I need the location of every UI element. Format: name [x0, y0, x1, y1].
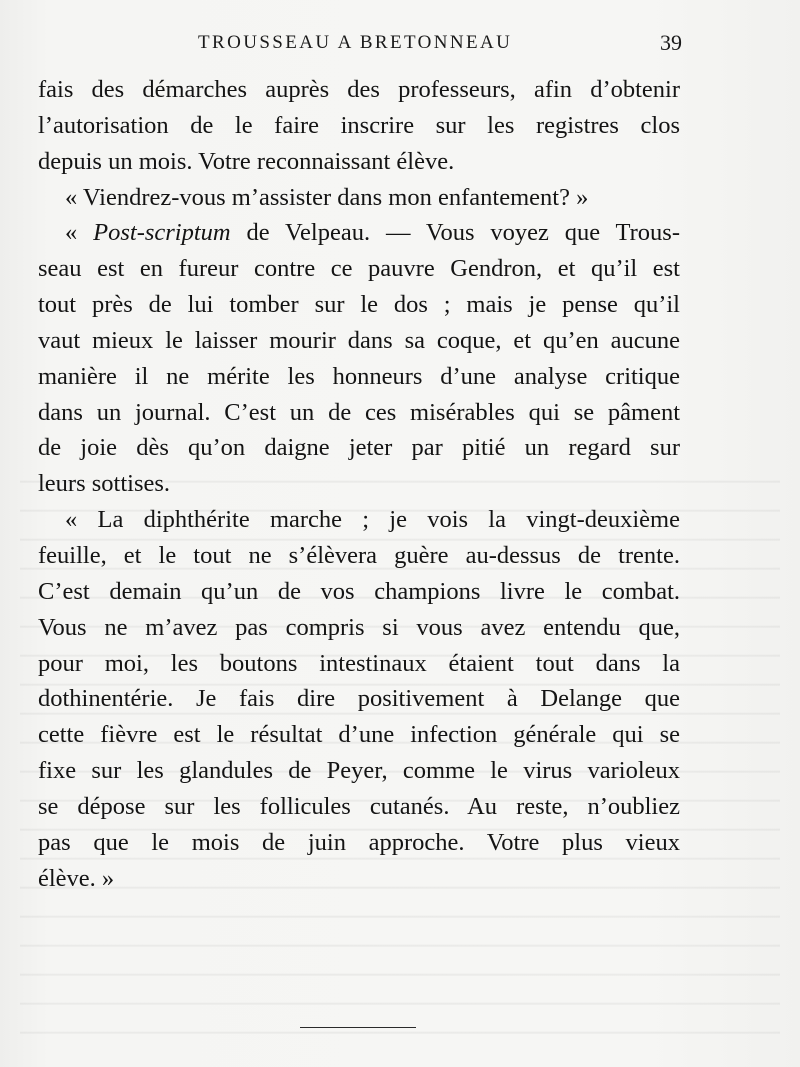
text-line: seau est en fureur contre ce pauvre Gendron, et qu’il est [38, 255, 680, 283]
text-line: de joie dès qu’on daigne jeter par pitié un regard sur [38, 434, 680, 462]
open-quote: « [65, 219, 94, 247]
text-line: se dépose sur les follicules cutanés. Au reste, n’oubliez [38, 792, 680, 820]
running-title: TROUSSEAU A BRETONNEAU [198, 32, 513, 53]
postscript-line [38, 215, 680, 251]
text-line: « La diphthérite marche ; je vois la vingt-deuxième [65, 506, 680, 534]
page-number: 39 [660, 30, 682, 55]
text-line: fais des démarches auprès des professeurs, afin d’obtenir [38, 76, 680, 103]
text-line: leurs sottises. [38, 470, 171, 498]
text-line: fixe sur les glandules de Peyer, comme le virus varioleux [38, 757, 680, 785]
section-divider [300, 1027, 416, 1028]
text-line: cette fièvre est le résultat d’une infection générale qui se [38, 721, 680, 749]
postscript-label: Post-scriptum [93, 219, 231, 247]
main-text [38, 72, 680, 896]
text-line: depuis un mois. Votre reconnaissant élève. [38, 147, 455, 175]
text-line: dothinentérie. Je fais dire positivement à Delange que [38, 685, 680, 713]
text-line: « Viendrez-vous m’assister dans mon enfantement? » [65, 183, 589, 211]
text-line: manière il ne mérite les honneurs d’une analyse critique [38, 362, 680, 390]
text-line: feuille, et le tout ne s’élèvera guère au-dessus de trente. [38, 541, 680, 569]
text-line: dans un journal. C’est un de ces misérables qui se pâment [38, 398, 680, 426]
postscript-rest: de Velpeau. — Vous voyez que Trous- [230, 219, 681, 247]
text-line: Vous ne m’avez pas compris si vous avez entendu que, [38, 613, 680, 641]
text-line: C’est demain qu’un de vos champions livre le combat. [38, 577, 680, 605]
text-line: pas que le mois de juin approche. Votre plus vieux [38, 828, 680, 856]
text-line: vaut mieux le laisser mourir dans sa coque, et qu’en aucune [38, 326, 680, 354]
text-line: élève. » [38, 864, 115, 892]
text-line: tout près de lui tomber sur le dos ; mais je pense qu’il [38, 291, 680, 319]
page-header [0, 30, 800, 60]
text-line: pour moi, les boutons intestinaux étaient tout dans la [38, 649, 680, 677]
text-line: l’autorisation de le faire inscrire sur les registres clos [38, 111, 680, 139]
